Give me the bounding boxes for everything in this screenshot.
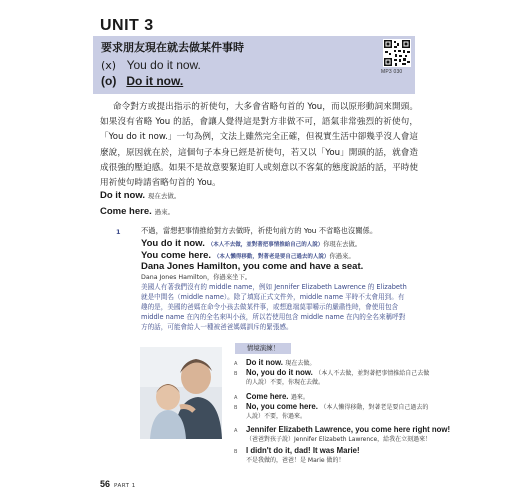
- situation-label: 情境演練！: [235, 343, 291, 354]
- father-child-photo: [140, 347, 222, 439]
- dialogue-line-6: B I didn't do it, dad! It was Marie! 不是我做的，爸爸！是 Marie 做的！: [234, 446, 360, 464]
- example-1: Do it now. 現在去做。: [100, 190, 181, 201]
- note-example-3-translation: Dana Jones Hamilton，你過來坐下。: [141, 274, 252, 281]
- wrong-example: (x) You do it now.: [101, 58, 201, 72]
- dialogue-line-4: B No, you come here. （本人懶得移動，對著老是要自己過去的 人說）不要，你過來。: [234, 402, 429, 420]
- example-2: Come here. 過來。: [100, 206, 175, 217]
- qr-code-icon[interactable]: [383, 39, 411, 67]
- page-footer: [100, 479, 136, 490]
- dialogue-line-3: A Come here. 過來。: [234, 392, 309, 401]
- note-number: 1: [116, 228, 121, 236]
- lesson-header: [93, 36, 415, 94]
- note-example-2: You come here. （本人懶得移動，對著老是要自己過去的人說）你過來。: [141, 250, 355, 261]
- note-example-1: You do it now. （本人不去做，並對著把事情推給自己的人說）你現在去做。: [141, 238, 362, 249]
- middle-name-explanation: 美國人有著我們沒有的 middle name，例如 Jennifer Elizabeth Lawrence 的 Elizabeth 就是中間名（middle name）。除了填寫正式文件外，middle name 平時不太會用到。有趣的是，美國的爸媽在命令小孩去做某件事，或想進端莫罪嚼示的嚴肅性時，會使用包含 middle name 在內的全名來叫小孩，所以若使用包含 middle name 在內的全名來稱呼對方的話，可能會給人一種被爸爸媽媽訓斥的緊張感。: [141, 283, 407, 331]
- part-label: PART 1: [114, 483, 136, 489]
- note-example-3: Dana Jones Hamilton, you come and have a seat.: [141, 261, 364, 272]
- correct-example: (o) Do it now.: [101, 74, 184, 88]
- mp3-track-label: MP3 030: [381, 69, 403, 75]
- lesson-subtitle: 要求朋友現在就去做某件事時: [101, 41, 244, 54]
- note-text: 不過，當想把事情推給對方去做時，祈使句前方的 You 不省略也沒關係。: [141, 226, 378, 235]
- explanation-paragraph: 命令對方或提出指示的祈使句，大多會省略句首的 You，而以原形動詞來開頭。如果沒有省略 You 的話，會讓人覺得這是對方非做不可，語氣非常強烈的祈使句，「You do it now.」一句為例，文法上雖然完全正確，但視實生活中卻幾乎沒人會這麼說，原因就在於，這個句子本身已經是祈使句，若又以「You」開頭的話，就會造成很強的壓迫感。如果不是故意要緊迫盯人或刻意以不客氣的態度說話的話，平時使用祈使句時請省略句首的 You。: [100, 102, 418, 189]
- dialogue-line-1: A Do it now. 現在去做。: [234, 358, 316, 367]
- dialogue-line-2: B No, you do it now. （本人不去做，並對著把事情推給自己去做 的人說）不要，你現在去做。: [234, 368, 430, 386]
- dialogue-line-5: A Jennifer Elizabeth Lawrence, you come here right now! （爸爸對孩子說）Jennifer Elizabeth Lawrence，給我在立刻過來！: [234, 425, 451, 443]
- unit-title: UNIT 3: [100, 17, 154, 34]
- page-number: 56: [100, 479, 111, 489]
